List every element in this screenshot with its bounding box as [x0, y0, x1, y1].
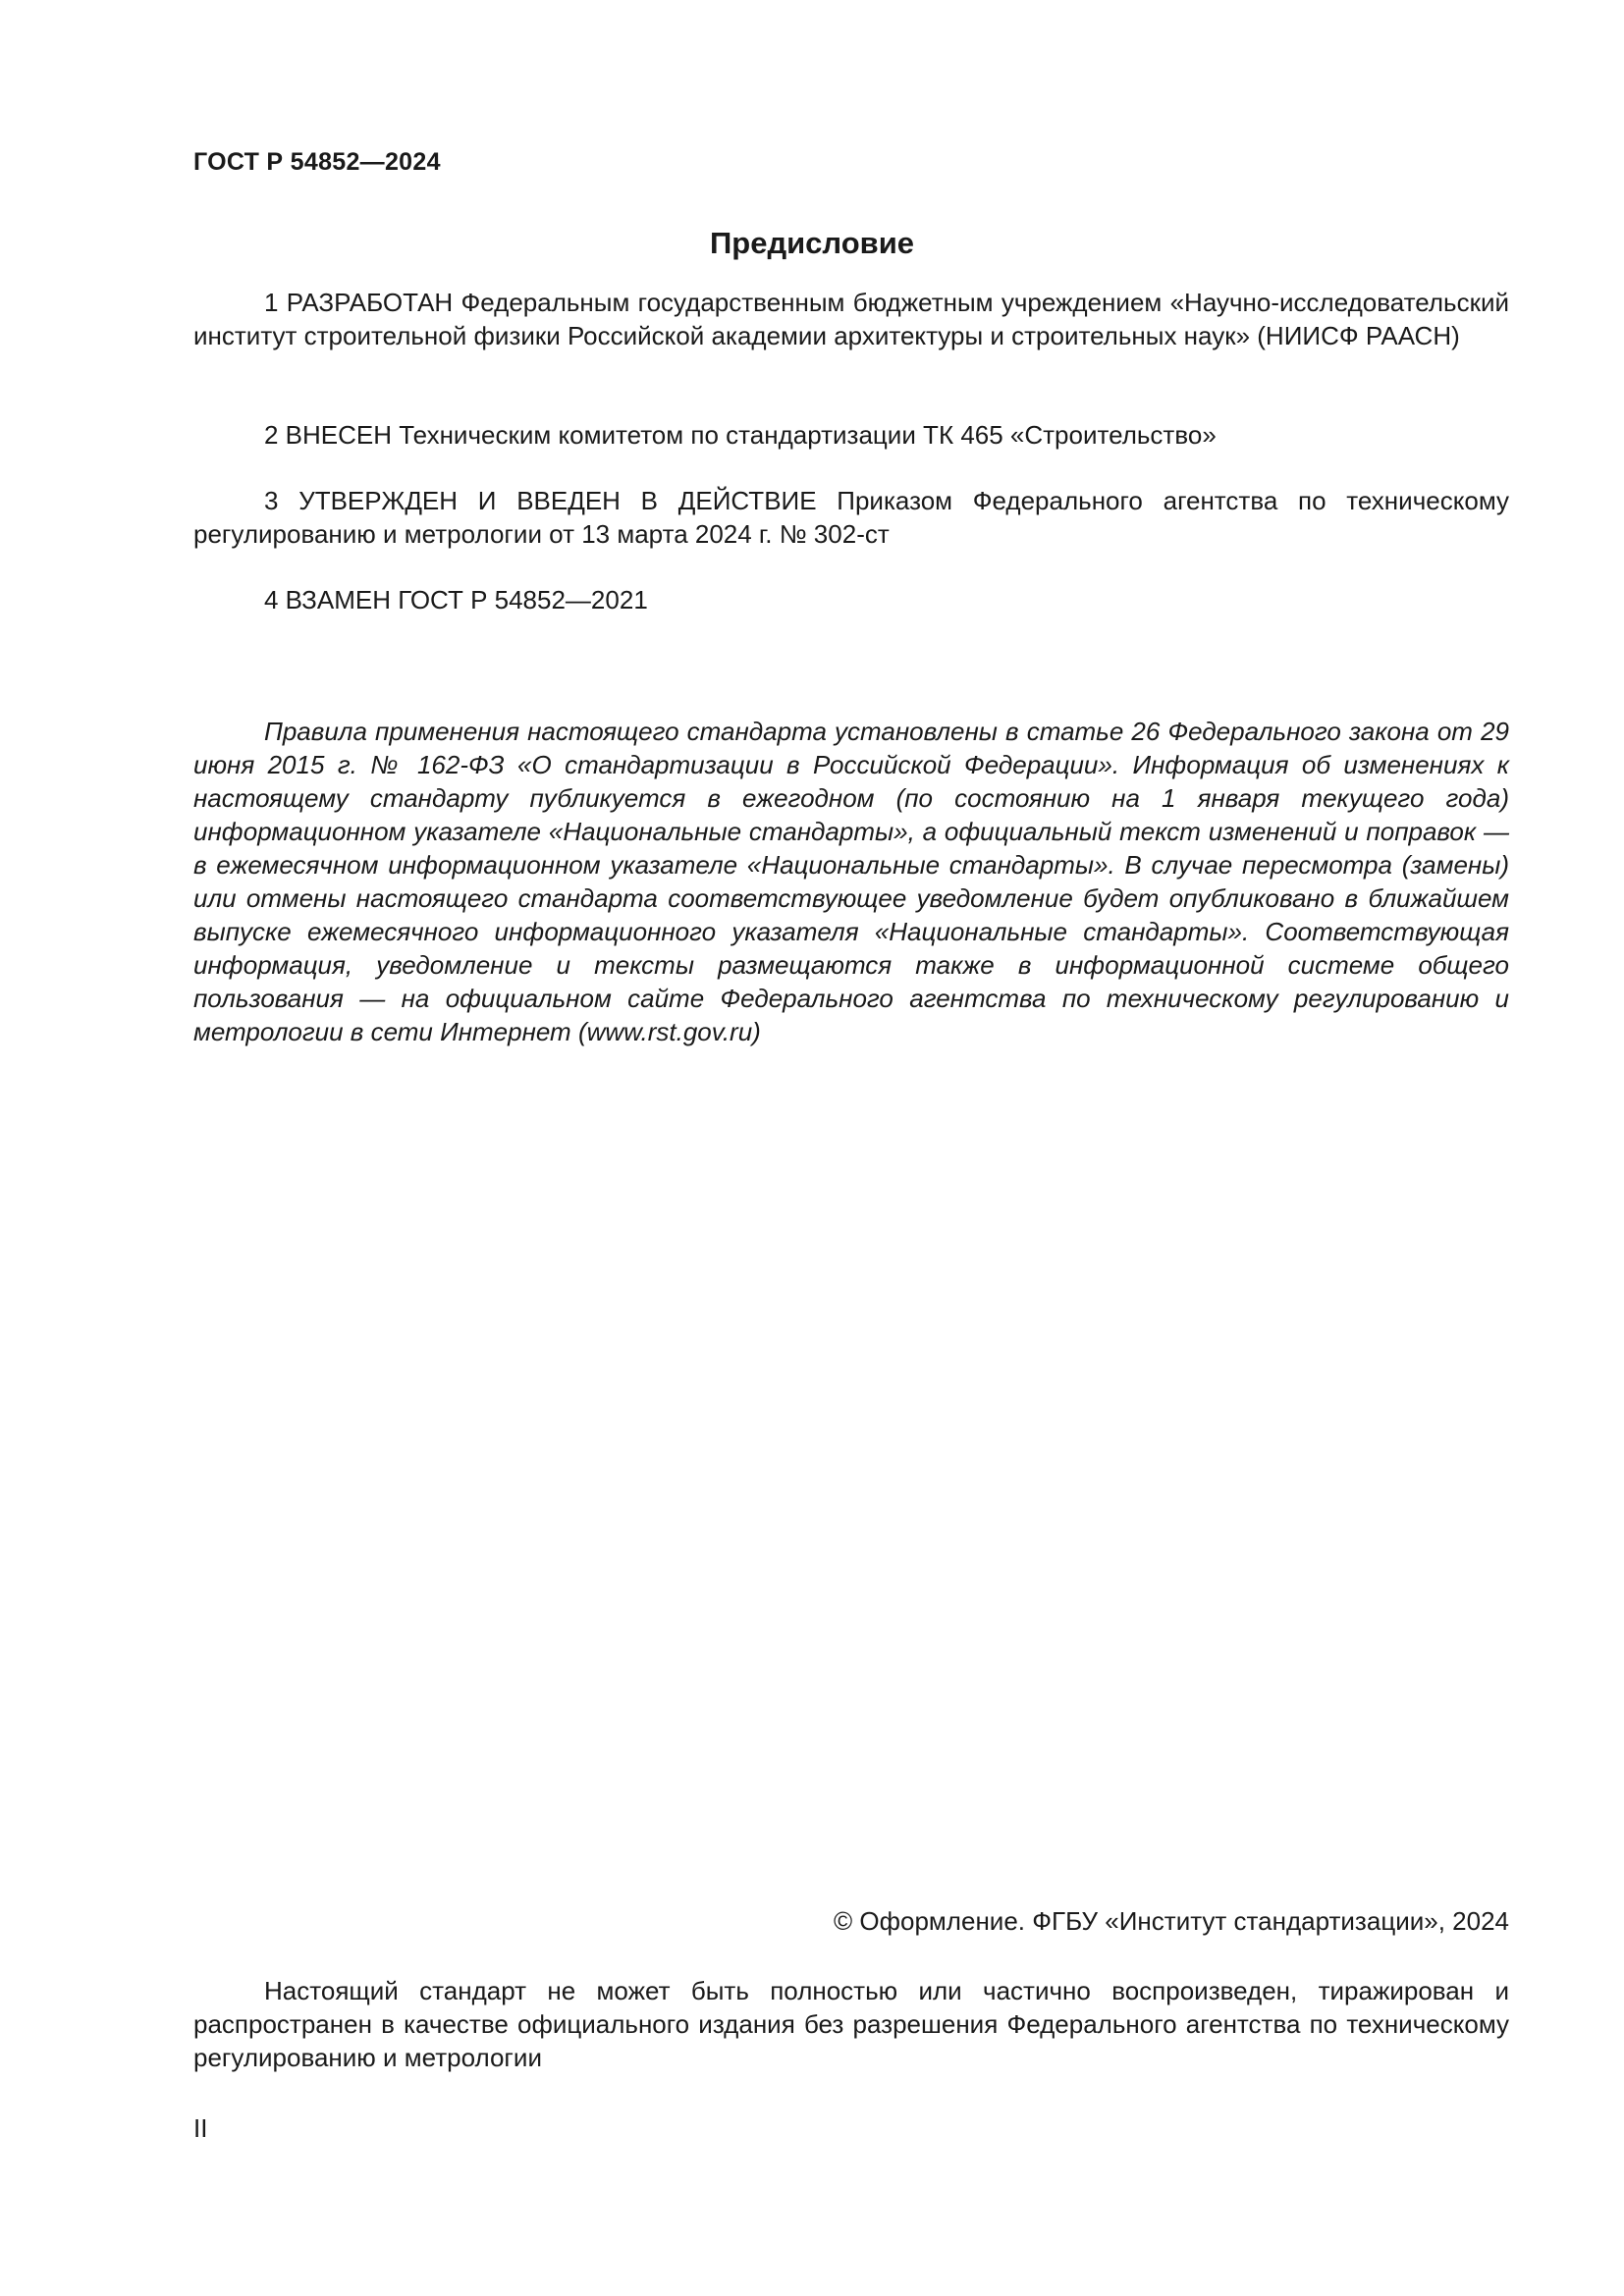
standard-code-header: ГОСТ Р 54852—2024: [193, 148, 441, 176]
page-number: II: [193, 2113, 208, 2143]
foreword-item-1-text: 1 РАЗРАБОТАН Федеральным государственным бюджетным учреждением «Научно-исследовательский институт строительной физики Российской академии архитектуры и строительных наук» (НИИСФ РААСН): [193, 288, 1509, 350]
foreword-item-2-text: 2 ВНЕСЕН Техническим комитетом по стандартизации ТК 465 «Строительство»: [264, 420, 1217, 450]
copyright-line: © Оформление. ФГБУ «Институт стандартизации», 2024: [834, 1906, 1509, 1936]
foreword-item-2: [193, 418, 1509, 452]
foreword-item-4-text: 4 ВЗАМЕН ГОСТ Р 54852—2021: [264, 585, 648, 614]
foreword-item-1: [193, 286, 1509, 352]
application-rules-notice: Правила применения настоящего стандарта установлены в статье 26 Федерального закона от 29 июня 2015 г. № 162-ФЗ «О стандартизации в Российской Федерации». Информация об изменениях к настоящему стандарту публикуется в ежегодном (по состоянию на 1 января текущего года) информационном указателе «Национальные стандарты», а официальный текст изменений и поправок — в ежемесячном информационном указателе «Национальные стандарты». В случае пересмотра (замены) или отмены настоящего стандарта соответствующее уведомление будет опубликовано в ближайшем выпуске ежемесячного информационного указателя «Национальные стандарты». Соответствующая информация, уведомление и тексты размещаются также в информационной системе общего пользования — на официальном сайте Федерального агентства по техническому регулированию и метрологии в сети Интернет (www.rst.gov.ru): [193, 717, 1509, 1046]
foreword-item-3: [193, 484, 1509, 551]
reproduction-notice: Настоящий стандарт не может быть полностью или частично воспроизведен, тиражирован и распространен в качестве официального издания без разрешения Федерального агентства по техническому регулированию и метрологии: [193, 1976, 1509, 2072]
foreword-item-4: [193, 583, 1509, 616]
page-title: Предисловие: [709, 226, 914, 260]
foreword-item-3-text: 3 УТВЕРЖДЕН И ВВЕДЕН В ДЕЙСТВИЕ Приказом Федерального агентства по техническому регулированию и метрологии от 13 марта 2024 г. № 302-ст: [193, 486, 1509, 549]
